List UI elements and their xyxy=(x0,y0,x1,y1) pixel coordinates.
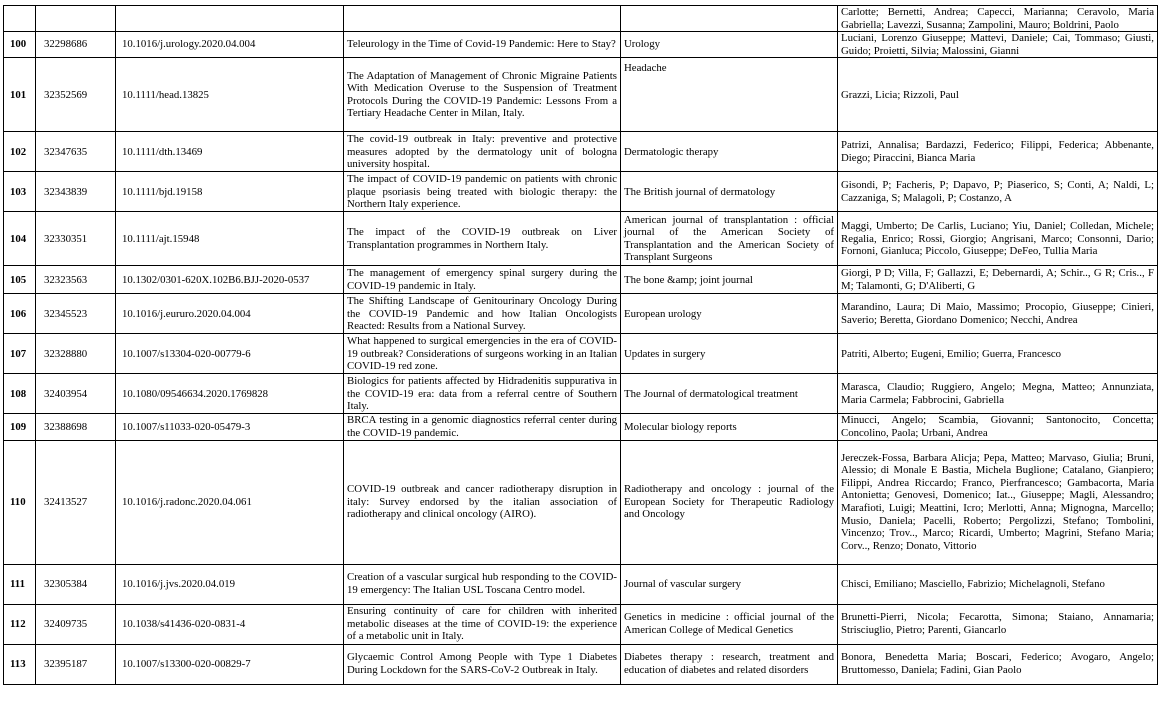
journal-cell: European urology xyxy=(621,294,838,334)
authors-cell: Gisondi, P; Facheris, P; Dapavo, P; Piaserico, S; Conti, A; Naldi, L; Cazzaniga, S; Malagoli, P; Costanzo, A xyxy=(838,172,1158,212)
row-number: 101 xyxy=(4,58,36,132)
doi-cell: 10.1111/ajt.15948 xyxy=(116,212,344,266)
table-row xyxy=(4,212,1158,266)
authors-cell: Marasca, Claudio; Ruggiero, Angelo; Megna, Matteo; Annunziata, Maria Carmela; Fabbrocini, Gabriella xyxy=(838,374,1158,414)
table-row xyxy=(4,32,1158,58)
journal-cell: Dermatologic therapy xyxy=(621,132,838,172)
row-number: 110 xyxy=(4,440,36,564)
table-row xyxy=(4,266,1158,294)
row-number: 109 xyxy=(4,414,36,440)
row-number: 111 xyxy=(4,564,36,604)
pmid-cell: 32403954 xyxy=(36,374,116,414)
table-body xyxy=(4,6,1158,685)
journal-cell: Molecular biology reports xyxy=(621,414,838,440)
publications-table xyxy=(3,5,1158,685)
pmid-cell: 32395187 xyxy=(36,644,116,684)
journal-cell: American journal of transplantation : official journal of the American Society of Transplantation and the American Society of Transplant Surgeons xyxy=(621,212,838,266)
article-title-cell: The impact of the COVID-19 outbreak on Liver Transplantation programmes in Northern Italy. xyxy=(344,212,621,266)
pmid-cell: 32328880 xyxy=(36,334,116,374)
authors-cell: Marandino, Laura; Di Maio, Massimo; Procopio, Giuseppe; Cinieri, Saverio; Beretta, Giordano Domenico; Necchi, Andrea xyxy=(838,294,1158,334)
table-row xyxy=(4,6,1158,32)
doi-cell: 10.1016/j.radonc.2020.04.061 xyxy=(116,440,344,564)
pmid-cell: 32409735 xyxy=(36,604,116,644)
pmid-cell: 32345523 xyxy=(36,294,116,334)
pmid-cell xyxy=(36,6,116,32)
row-number: 113 xyxy=(4,644,36,684)
article-title-cell: Biologics for patients affected by Hidradenitis suppurativa in the COVID-19 era: data from a referral centre of Southern Italy. xyxy=(344,374,621,414)
table-row xyxy=(4,58,1158,132)
table-row xyxy=(4,294,1158,334)
journal-cell: Genetics in medicine : official journal of the American College of Medical Genetics xyxy=(621,604,838,644)
table-row xyxy=(4,440,1158,564)
article-title-cell: BRCA testing in a genomic diagnostics referral center during the COVID-19 pandemic. xyxy=(344,414,621,440)
authors-cell: Jereczek-Fossa, Barbara Alicja; Pepa, Matteo; Marvaso, Giulia; Bruni, Alessio; di Monale E Bastia, Michela Buglione; Catalano, Gianpiero; Filippi, Andrea Riccardo; Franco, Pierfrancesco; Gambacorta, Maria Antonietta; Genovesi, Domenico; Iat.., Giuseppe; Magli, Alessandro; Marafioti, Luigi; Meattini, Icro; Merlotti, Anna; Mignogna, Marcello; Musio, Daniela; Pacelli, Roberto; Pergolizzi, Stefano; Tombolini, Vincenzo; Trov.., Marco; Ricardi, Umberto; Magrini, Stefano Maria; Corv.., Renzo; Donato, Vittorio xyxy=(838,440,1158,564)
article-title-cell: The impact of COVID-19 pandemic on patients with chronic plaque psoriasis being treated with biologic therapy: the Northern Italy experience. xyxy=(344,172,621,212)
journal-cell: The British journal of dermatology xyxy=(621,172,838,212)
journal-cell: Headache xyxy=(621,58,838,132)
article-title-cell: What happened to surgical emergencies in the era of COVID-19 outbreak? Considerations of surgeons working in an Italian COVID-19 red zone. xyxy=(344,334,621,374)
table-row xyxy=(4,172,1158,212)
journal-cell xyxy=(621,6,838,32)
table-row xyxy=(4,644,1158,684)
authors-cell: Chisci, Emiliano; Masciello, Fabrizio; Michelagnoli, Stefano xyxy=(838,564,1158,604)
authors-cell: Patriti, Alberto; Eugeni, Emilio; Guerra, Francesco xyxy=(838,334,1158,374)
table-row xyxy=(4,132,1158,172)
pmid-cell: 32323563 xyxy=(36,266,116,294)
doi-cell: 10.1007/s11033-020-05479-3 xyxy=(116,414,344,440)
row-number: 112 xyxy=(4,604,36,644)
row-number: 108 xyxy=(4,374,36,414)
pmid-cell: 32330351 xyxy=(36,212,116,266)
pmid-cell: 32305384 xyxy=(36,564,116,604)
row-number: 106 xyxy=(4,294,36,334)
doi-cell: 10.1080/09546634.2020.1769828 xyxy=(116,374,344,414)
pmid-cell: 32347635 xyxy=(36,132,116,172)
article-title-cell: The Shifting Landscape of Genitourinary Oncology During the COVID-19 Pandemic and how Italian Oncologists Reacted: Results from a National Survey. xyxy=(344,294,621,334)
authors-cell: Carlotte; Bernetti, Andrea; Capecci, Marianna; Ceravolo, Maria Gabriella; Lavezzi, Susanna; Zampolini, Mauro; Boldrini, Paolo xyxy=(838,6,1158,32)
article-title-cell: Ensuring continuity of care for children with inherited metabolic diseases at the time of COVID-19: the experience of a metabolic unit in Italy. xyxy=(344,604,621,644)
doi-cell: 10.1016/j.jvs.2020.04.019 xyxy=(116,564,344,604)
pmid-cell: 32343839 xyxy=(36,172,116,212)
table-row xyxy=(4,374,1158,414)
row-number: 100 xyxy=(4,32,36,58)
authors-cell: Patrizi, Annalisa; Bardazzi, Federico; Filippi, Federica; Abbenante, Diego; Piraccini, Bianca Maria xyxy=(838,132,1158,172)
journal-cell: The Journal of dermatological treatment xyxy=(621,374,838,414)
authors-cell: Giorgi, P D; Villa, F; Gallazzi, E; Debernardi, A; Schir.., G R; Cris.., F M; Talamonti, G; D'Aliberti, G xyxy=(838,266,1158,294)
journal-cell: Radiotherapy and oncology : journal of the European Society for Therapeutic Radiology and Oncology xyxy=(621,440,838,564)
pmid-cell: 32298686 xyxy=(36,32,116,58)
table-row xyxy=(4,334,1158,374)
row-number: 105 xyxy=(4,266,36,294)
doi-cell: 10.1007/s13300-020-00829-7 xyxy=(116,644,344,684)
pmid-cell: 32413527 xyxy=(36,440,116,564)
article-title-cell xyxy=(344,6,621,32)
table-row xyxy=(4,564,1158,604)
article-title-cell: Teleurology in the Time of Covid-19 Pandemic: Here to Stay? xyxy=(344,32,621,58)
article-title-cell: The covid-19 outbreak in Italy: preventive and protective measures adopted by the dermatology unit of bologna university hospital. xyxy=(344,132,621,172)
pmid-cell: 32388698 xyxy=(36,414,116,440)
doi-cell: 10.1016/j.urology.2020.04.004 xyxy=(116,32,344,58)
row-number xyxy=(4,6,36,32)
journal-cell: Updates in surgery xyxy=(621,334,838,374)
doi-cell: 10.1111/head.13825 xyxy=(116,58,344,132)
authors-cell: Brunetti-Pierri, Nicola; Fecarotta, Simona; Staiano, Annamaria; Strisciuglio, Pietro; Parenti, Giancarlo xyxy=(838,604,1158,644)
pmid-cell: 32352569 xyxy=(36,58,116,132)
row-number: 104 xyxy=(4,212,36,266)
row-number: 103 xyxy=(4,172,36,212)
article-title-cell: The management of emergency spinal surgery during the COVID-19 pandemic in Italy. xyxy=(344,266,621,294)
authors-cell: Minucci, Angelo; Scambia, Giovanni; Santonocito, Concetta; Concolino, Paola; Urbani, Andrea xyxy=(838,414,1158,440)
authors-cell: Maggi, Umberto; De Carlis, Luciano; Yiu, Daniel; Colledan, Michele; Regalia, Enrico; Rossi, Giorgio; Angrisani, Marco; Consonni, Dario; Fornoni, Gianluca; Piccolo, Giuseppe; DeFeo, Tullia Maria xyxy=(838,212,1158,266)
table-row xyxy=(4,414,1158,440)
journal-cell: Urology xyxy=(621,32,838,58)
row-number: 102 xyxy=(4,132,36,172)
table-row xyxy=(4,604,1158,644)
doi-cell: 10.1038/s41436-020-0831-4 xyxy=(116,604,344,644)
journal-cell: The bone &amp; joint journal xyxy=(621,266,838,294)
doi-cell: 10.1302/0301-620X.102B6.BJJ-2020-0537 xyxy=(116,266,344,294)
journal-cell: Journal of vascular surgery xyxy=(621,564,838,604)
article-title-cell: Creation of a vascular surgical hub responding to the COVID-19 emergency: The Italian USL Toscana Centro model. xyxy=(344,564,621,604)
doi-cell xyxy=(116,6,344,32)
authors-cell: Bonora, Benedetta Maria; Boscari, Federico; Avogaro, Angelo; Bruttomesso, Daniela; Fadini, Gian Paolo xyxy=(838,644,1158,684)
doi-cell: 10.1111/dth.13469 xyxy=(116,132,344,172)
authors-cell: Grazzi, Licia; Rizzoli, Paul xyxy=(838,58,1158,132)
doi-cell: 10.1111/bjd.19158 xyxy=(116,172,344,212)
doi-cell: 10.1016/j.eururo.2020.04.004 xyxy=(116,294,344,334)
doi-cell: 10.1007/s13304-020-00779-6 xyxy=(116,334,344,374)
article-title-cell: Glycaemic Control Among People with Type 1 Diabetes During Lockdown for the SARS-CoV-2 Outbreak in Italy. xyxy=(344,644,621,684)
authors-cell: Luciani, Lorenzo Giuseppe; Mattevi, Daniele; Cai, Tommaso; Giusti, Guido; Proietti, Silvia; Malossini, Gianni xyxy=(838,32,1158,58)
article-title-cell: COVID-19 outbreak and cancer radiotherapy disruption in italy: Survey endorsed by the italian association of radiotherapy and clinical oncology (AIRO). xyxy=(344,440,621,564)
article-title-cell: The Adaptation of Management of Chronic Migraine Patients With Medication Overuse to the Suspension of Treatment Protocols During the COVID-19 Pandemic: Lessons From a Tertiary Headache Center in Milan, Italy. xyxy=(344,58,621,132)
row-number: 107 xyxy=(4,334,36,374)
journal-cell: Diabetes therapy : research, treatment and education of diabetes and related disorders xyxy=(621,644,838,684)
